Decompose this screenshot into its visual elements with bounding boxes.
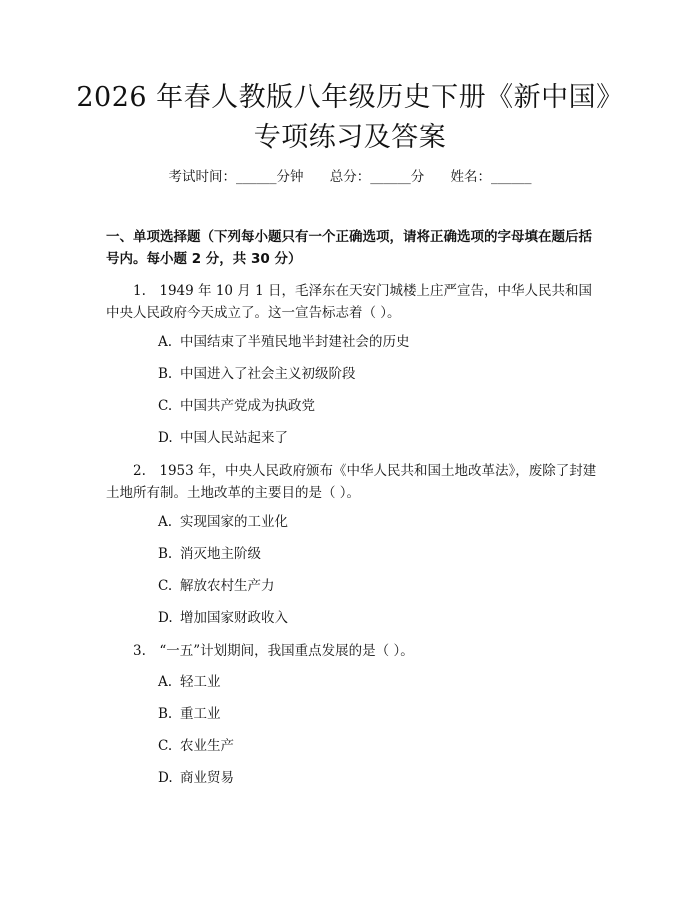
title-line-2: 专项练习及答案 — [253, 122, 447, 153]
option-text: 中国人民站起来了 — [180, 430, 288, 446]
question-1-option-c — [158, 396, 315, 416]
option-letter: C. — [158, 578, 173, 594]
option-text: 中国进入了社会主义初级阶段 — [180, 366, 356, 382]
question-2-option-d — [158, 608, 288, 628]
option-text: 中国结束了半殖民地半封建社会的历史 — [180, 334, 410, 350]
student-name: 姓名：______ — [450, 169, 532, 185]
option-letter: D. — [158, 610, 173, 626]
option-letter: D. — [158, 770, 173, 786]
section-heading: 一、单项选择题（下列每小题只有一个正确选项，请将正确选项的字母填在题后括号内。每小题 2 分，共 30 分） — [106, 229, 592, 267]
option-letter: D. — [158, 430, 173, 446]
exam-time: 考试时间：______分钟 — [168, 169, 304, 185]
option-letter: C. — [158, 398, 173, 414]
option-text: 实现国家的工业化 — [180, 514, 288, 530]
option-text: 解放农村生产力 — [180, 578, 275, 594]
option-letter: B. — [158, 366, 173, 382]
question-1-option-d — [158, 428, 288, 448]
exam-score: 总分：______分 — [329, 169, 425, 185]
exam-info — [0, 167, 700, 187]
option-letter: A. — [158, 334, 173, 350]
question-2-option-c — [158, 576, 275, 596]
option-text: 商业贸易 — [180, 770, 234, 786]
option-text: 重工业 — [180, 706, 221, 722]
question-3-option-c — [158, 736, 234, 756]
option-text: 农业生产 — [180, 738, 234, 754]
option-letter: A. — [158, 514, 173, 530]
option-letter: B. — [158, 706, 173, 722]
option-text: 消灭地主阶级 — [180, 546, 261, 562]
option-letter: B. — [158, 546, 173, 562]
question-3-stem: 3. “一五”计划期间，我国重点发展的是（ ）。 — [133, 643, 414, 659]
option-text: 增加国家财政收入 — [180, 610, 288, 626]
document-title — [0, 78, 700, 158]
option-text: 中国共产党成为执政党 — [180, 398, 315, 414]
question-2-stem: 2. 1953 年，中央人民政府颁布《中华人民共和国土地改革法》，废除了封建土地所有制。土地改革的主要目的是（ ）。 — [106, 463, 597, 501]
question-1-stem: 1. 1949 年 10 月 1 日，毛泽东在天安门城楼上庄严宣告，中华人民共和国中央人民政府今天成立了。这一宣告标志着（ ）。 — [106, 283, 592, 321]
question-3-option-a — [158, 672, 221, 692]
question-3-option-d — [158, 768, 234, 788]
question-2-option-a — [158, 512, 288, 532]
option-letter: C. — [158, 738, 173, 754]
option-letter: A. — [158, 674, 173, 690]
question-1-option-a — [158, 332, 410, 352]
question-2-option-b — [158, 544, 261, 564]
title-line-1: 2026 年春人教版八年级历史下册《新中国》 — [76, 82, 624, 113]
question-3-option-b — [158, 704, 221, 724]
option-text: 轻工业 — [180, 674, 221, 690]
question-1-option-b — [158, 364, 356, 384]
